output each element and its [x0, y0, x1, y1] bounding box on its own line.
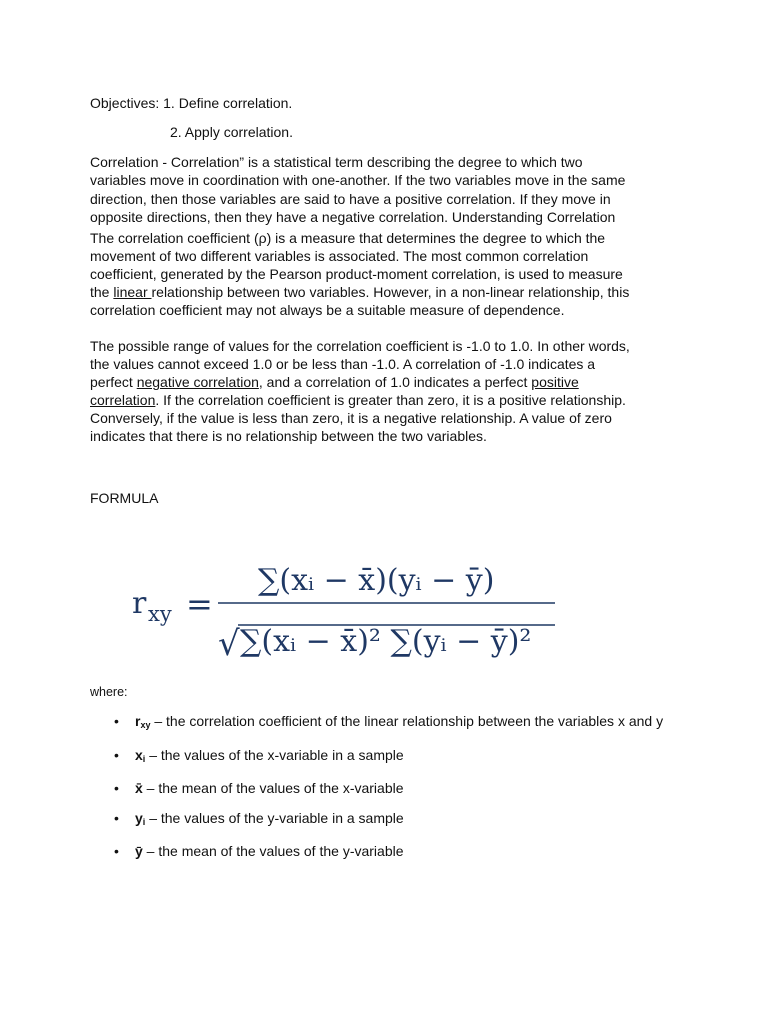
text-span: the — [90, 284, 114, 300]
range-line: The possible range of values for the correlation coefficient is -1.0 to 1.0. In other words, — [90, 338, 630, 354]
list-item — [90, 746, 678, 768]
formula-equals: = — [186, 585, 213, 623]
list-item — [90, 809, 678, 831]
bullet: • — [114, 843, 119, 859]
symbol: ȳ — [135, 843, 143, 859]
definition-text: – the values of the x-variable in a sample — [145, 746, 404, 763]
intro-line: variables move in coordination with one-another. If the two variables move in the same — [90, 172, 626, 189]
definition-list — [90, 712, 678, 872]
bullet: • — [114, 809, 119, 826]
bullet: • — [114, 713, 119, 729]
coefficient-line — [90, 283, 678, 301]
formula-denominator: ∑(xᵢ − x̄)² ∑(yᵢ − ȳ)² — [240, 624, 532, 659]
where-label: where: — [90, 685, 128, 699]
coefficient-line: movement of two different variables is associated. The most common correlation — [90, 248, 589, 264]
linear-link[interactable]: linear — [113, 284, 152, 300]
coefficient-line: correlation coefficient may not always be a suitable measure of dependence. — [90, 302, 565, 318]
range-line: indicates that there is no relationship between the two variables. — [90, 428, 487, 444]
list-item — [90, 779, 678, 797]
definition-text: – the mean of the values of the x-variable — [142, 780, 404, 796]
formula-lhs-subscript: xy — [148, 602, 172, 626]
text-span: relationship between two variables. However, in a non-linear relationship, this — [151, 284, 630, 300]
bullet: • — [114, 746, 119, 763]
formula-numerator: ∑(xᵢ − x̄)(yᵢ − ȳ) — [258, 563, 495, 598]
symbol-subscript: xy — [140, 720, 151, 730]
definition-text: – the values of the y-variable in a sample — [145, 809, 404, 826]
range-line: Conversely, if the value is less than zero, it is a negative relationship. A value of zero — [90, 410, 612, 426]
formula-svg — [130, 555, 610, 665]
range-paragraph — [90, 337, 678, 445]
intro-paragraph — [90, 153, 678, 226]
intro-line: Correlation - Correlation” is a statistical term describing the degree to which two — [90, 154, 583, 170]
range-line — [90, 373, 678, 391]
objectives-line-2: 2. Apply correlation. — [170, 124, 293, 140]
correlation-formula — [130, 555, 610, 665]
symbol-subscript: i — [142, 816, 146, 827]
bullet: • — [114, 780, 119, 796]
negative-correlation-link[interactable]: negative correlation — [136, 374, 259, 390]
definition-text: – the mean of the values of the y-variable — [142, 843, 404, 859]
positive-correlation-link-cont[interactable]: correlation — [90, 392, 156, 408]
objectives-line-1: Objectives: 1. Define correlation. — [90, 95, 293, 111]
intro-line: opposite directions, then they have a negative correlation. Understanding Correlation — [90, 208, 616, 225]
symbol-subscript: i — [142, 753, 146, 764]
list-item — [90, 712, 678, 734]
range-line: the values cannot exceed 1.0 or be less than -1.0. A correlation of -1.0 indicates a — [90, 356, 596, 372]
symbol: r — [135, 713, 141, 729]
positive-correlation-link[interactable]: positive — [531, 374, 579, 390]
symbol: x — [135, 746, 143, 763]
text-span: perfect — [90, 374, 137, 390]
formula-lhs: r — [132, 586, 147, 621]
symbol: y — [135, 809, 143, 826]
coefficient-paragraph — [90, 229, 678, 319]
coefficient-line: The correlation coefficient (ρ) is a measure that determines the degree to which the — [90, 230, 606, 246]
intro-line: direction, then those variables are said to have a positive correlation. If they move in — [90, 190, 611, 207]
range-line — [90, 391, 678, 409]
definition-text: – the correlation coefficient of the linear relationship between the variables x and y — [150, 713, 664, 729]
symbol: x̄ — [135, 780, 143, 796]
text-span: , and a correlation of 1.0 indicates a perfect — [258, 374, 532, 390]
text-span: . If the correlation coefficient is greater than zero, it is a positive relationship. — [155, 392, 626, 408]
list-item — [90, 842, 678, 860]
coefficient-line: coefficient, generated by the Pearson product-moment correlation, is used to measure — [90, 266, 623, 282]
formula-heading: FORMULA — [90, 490, 159, 506]
sqrt-sign: √ — [218, 624, 240, 664]
